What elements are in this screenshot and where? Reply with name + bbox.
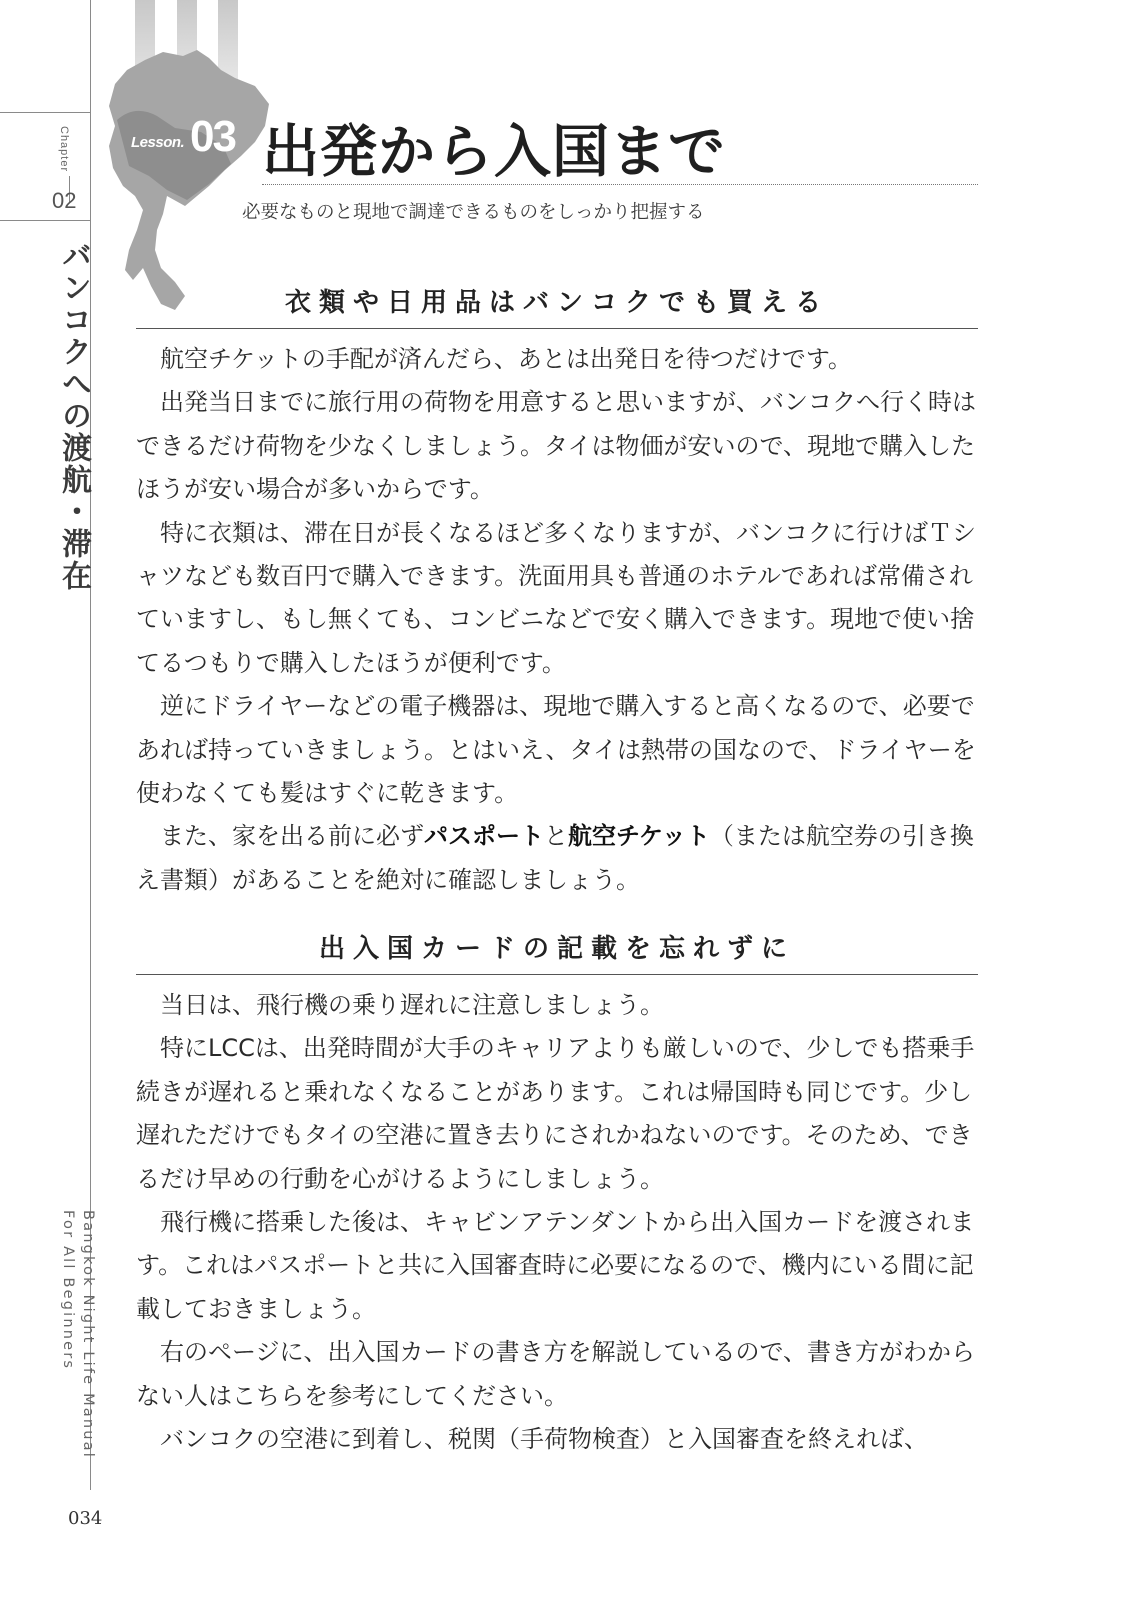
text-run: と [544, 822, 568, 851]
section-heading-2: 出入国カードの記載を忘れずに [318, 934, 795, 964]
bold-passport: パスポート [424, 822, 544, 851]
margin-rule-top [0, 112, 90, 113]
paragraph: 出発当日までに旅行用の荷物を用意すると思いますが、バンコクへ行く時はできるだけ荷物を少なくしましょう。タイは物価が安いので、現地で購入したほうが安い場合が多いからです。 [136, 388, 976, 504]
bold-air-ticket: 航空チケット [568, 822, 710, 851]
paragraph: 特にLCCは、出発時間が大手のキャリアよりも厳しいので、少しでも搭乗手続きが遅れると乗れなくなることがあります。これは帰国時も同じです。少し遅れただけでもタイの空港に置き去りにされかねないのです。そのため、できるだけ早めの行動を心がけるようにしましょう。 [136, 1034, 975, 1193]
margin-rule-bottom [0, 220, 90, 221]
book-title-vertical [58, 1210, 98, 1459]
paragraph: 当日は、飛行機の乗り遅れに注意しましょう。 [160, 991, 664, 1019]
text-run: （または航空券の引き換え書類）があることを絶対に確認しましょう。 [136, 822, 974, 894]
page-subtitle: 必要なものと現地で調達できるものをしっかり把握する [242, 202, 705, 223]
page-title: 出発から入国まで [262, 119, 726, 185]
chapter-title-vertical: バンコクへの渡航・滞在 [56, 240, 91, 592]
paragraph [136, 815, 978, 902]
section-body-2 [136, 984, 978, 1461]
section-rule-2 [136, 974, 978, 975]
title-dotted-rule [262, 184, 978, 185]
section-heading-1: 衣類や日用品はバンコクでも買える [284, 288, 829, 318]
section-rule-1 [136, 328, 978, 329]
book-title-line2: For All Beginners [60, 1210, 76, 1371]
text-run: また、家を出る前に必ず [160, 822, 424, 851]
paragraph: バンコクの空港に到着し、税関（手荷物検査）と入国審査を終えれば、 [160, 1425, 928, 1454]
paragraph: 逆にドライヤーなどの電子機器は、現地で購入すると高くなるので、必要であれば持っていきましょう。とはいえ、タイは熱帯の国なので、ドライヤーを使わなくても髪はすぐに乾きます。 [136, 692, 976, 808]
chapter-number: 02 [52, 188, 77, 213]
paragraph: 右のページに、出入国カードの書き方を解説しているので、書き方がわからない人はこちらを参考にしてください。 [136, 1338, 976, 1410]
paragraph: 飛行機に搭乗した後は、キャビンアテンダントから出入国カードを渡されます。これはパスポートと共に入国審査時に必要になるので、機内にいる間に記載しておきましょう。 [136, 1208, 975, 1323]
section-body-1 [136, 338, 978, 902]
chapter-label: Chapter [58, 126, 70, 173]
lesson-number: 03 [190, 112, 235, 161]
page-number: 034 [68, 1508, 103, 1529]
thailand-map-icon [105, 0, 275, 330]
lesson-label: Lesson. [131, 134, 185, 151]
paragraph: 航空チケットの手配が済んだら、あとは出発日を待つだけです。 [160, 345, 852, 373]
paragraph: 特に衣類は、滞在日が長くなるほど多くなりますが、バンコクに行けばＴシャツなども数百円で購入できます。洗面用具も普通のホテルであれば常備されていますし、もし無くても、コンビニなどで安く購入できます。現地で使い捨てるつもりで購入したほうが便利です。 [136, 518, 976, 677]
book-title-line1: Bangkok Night Life Manual [80, 1210, 96, 1459]
